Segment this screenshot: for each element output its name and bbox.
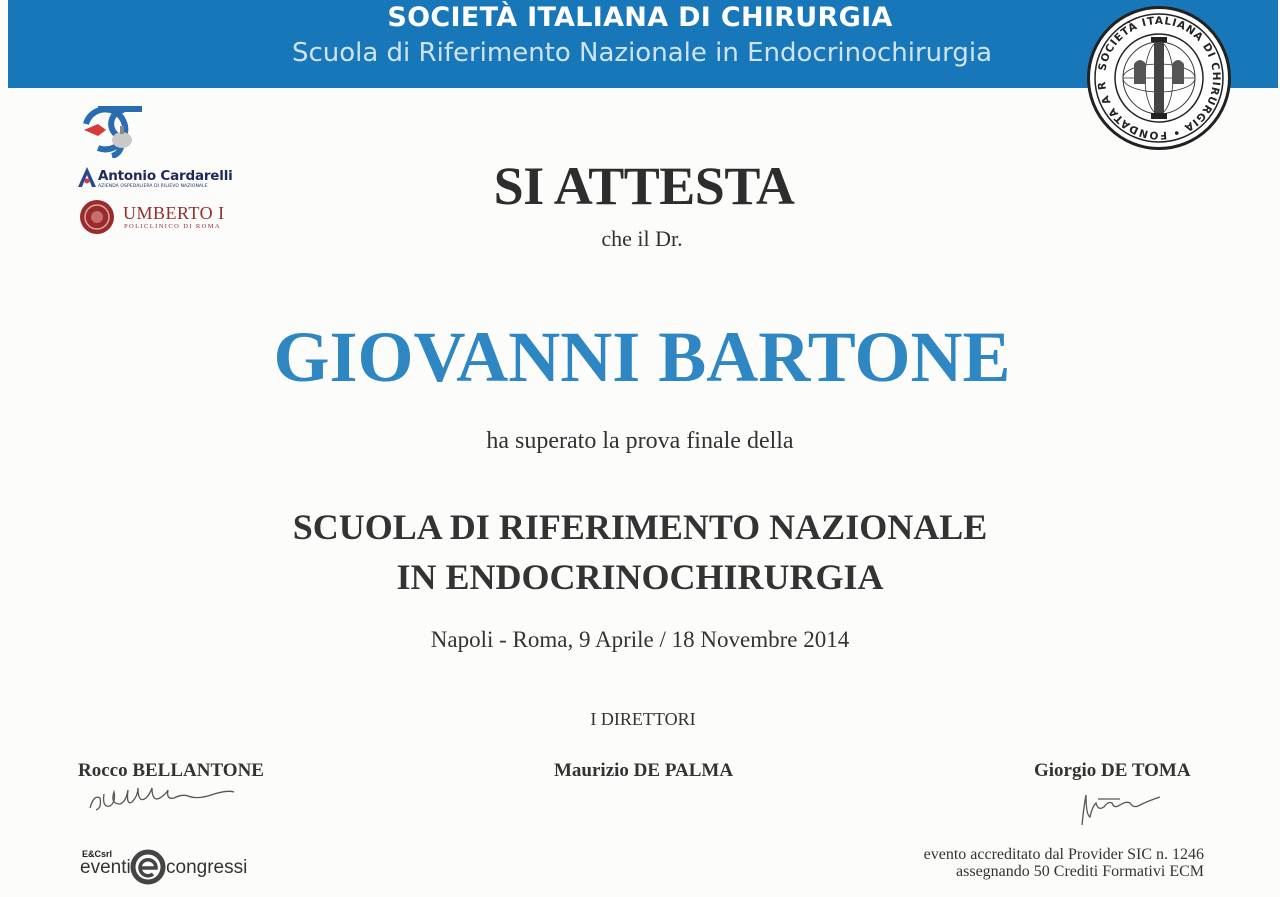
director-name: Rocco BELLANTONE [78,760,264,781]
organizer-small-label: E&Csrl [82,849,113,859]
certificate-intro: che il Dr. [601,226,683,251]
accreditation-line2: assegnando 50 Crediti Formativi ECM [956,863,1204,880]
organizer-word-eventi: eventi [80,857,131,878]
organizer-e-icon [130,849,166,885]
certificate-heading: SI ATTESTA [493,156,795,216]
school-name-line1: SCUOLA DI RIFERIMENTO NAZIONALE [292,507,988,547]
organizer-word-congressi: congressi [166,857,248,878]
school-subtitle: Scuola di Riferimento Nazionale in Endocrinochirurgia [291,38,993,68]
director-name: Giorgio DE TOMA [1034,760,1191,781]
umberto-name: UMBERTO I [123,203,225,223]
accreditation-line1: evento accreditato dal Provider SIC n. 1246 [923,846,1204,863]
director-name: Maurizio DE PALMA [554,760,734,781]
handwritten-signature-icon [1076,785,1172,829]
umberto-subtitle: POLICLINICO DI ROMA [124,223,222,230]
directors-label: I DIRETTORI [590,709,696,729]
signature-bellantone [86,780,266,821]
handwritten-signature-icon [86,780,266,816]
seal-text: SOCIETÀ ITALIANA DI CHIRURGIA • FONDATA A R [1095,14,1223,142]
cardarelli-subtitle: AZIENDA OSPEDALIERA DI RILIEVO NAZIONALE [98,184,208,189]
certificate-statement: ha superato la prova finale della [486,428,794,454]
sc-logo-icon [78,106,144,158]
school-name-line2: IN ENDOCRINOCHIRURGIA [396,557,884,597]
seal-emblem-icon [1090,9,1228,147]
place-date: Napoli - Roma, 9 Aprile / 18 Novembre 2014 [430,627,850,652]
recipient-name: GIOVANNI BARTONE [273,317,1011,397]
society-seal [1087,6,1231,150]
society-title: SOCIETÀ ITALIANA DI CHIRURGIA [387,2,893,33]
organizer-logo [130,849,166,890]
cardarelli-name: Antonio Cardarelli [98,168,233,184]
signature-de-toma [1076,785,1172,834]
